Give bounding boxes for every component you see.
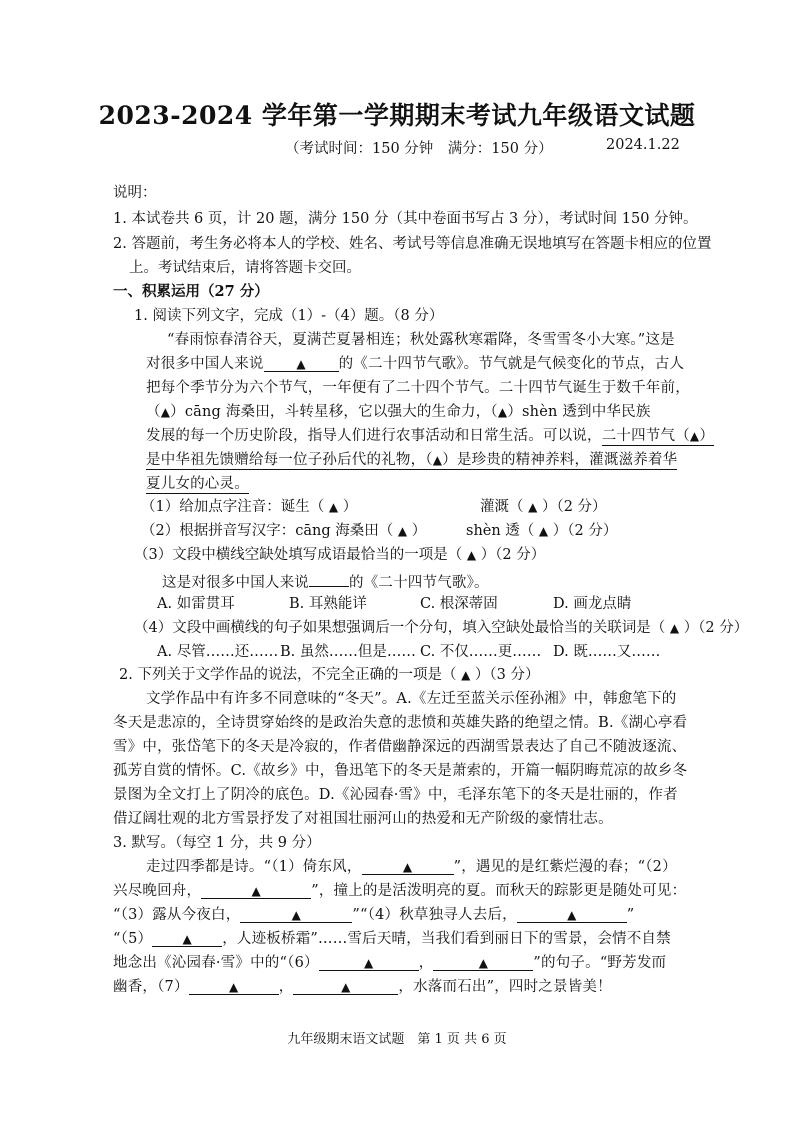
sub-text: ）（2 分） — [541, 499, 607, 515]
triangle-marker-icon: ▲ — [160, 405, 171, 419]
answer-blank[interactable] — [201, 881, 311, 899]
sub-text: 这是对很多中国人来说 — [162, 575, 309, 591]
triangle-marker-icon: ▲ — [497, 405, 508, 419]
sub-text: （3）文段中横线空缺处填写成语最恰当的一项是（ — [134, 547, 463, 563]
sub-text: “（3）露从今夜白， — [113, 907, 241, 923]
instruction-item-1: 1. 本试卷共 6 页，计 20 题，满分 150 分（其中卷面书写占 3 分），考试时间 150 分钟。 — [113, 211, 698, 227]
sub-text: （1）给加点字注音：诞生（ — [141, 499, 325, 515]
q1-sub3-sentence — [162, 569, 489, 593]
exam-date: 2024.1.22 — [606, 137, 680, 153]
q1-passage-line — [146, 354, 684, 374]
answer-blank[interactable] — [189, 977, 279, 995]
exam-title: 2023-2024 学年第一学期期末考试九年级语文试题 — [98, 101, 696, 130]
triangle-marker-icon: ▲ — [461, 668, 471, 682]
sub-text: 灌溉（ — [480, 499, 524, 515]
q1-passage-text: 对很多中国人来说 — [146, 356, 264, 372]
q1-passage-text: （ — [146, 404, 161, 420]
sub-text: ）（2 分） — [683, 620, 749, 636]
q1-sub1-right — [480, 497, 607, 517]
q1-sub1 — [141, 497, 357, 517]
q3-text-line — [113, 977, 612, 997]
sub-text: 2. 下列关于文学作品的说法，不完全正确的一项是（ — [119, 667, 457, 683]
answer-blank[interactable] — [517, 905, 627, 923]
q1-passage-text: ） — [699, 428, 715, 444]
instruction-item-2a: 2. 答题前，考生务必将本人的学校、姓名、考试号等信息准确无误地填写在答题卡相应的位置 — [113, 236, 712, 252]
q1-passage-text: 是中华祖先馈赠给每一位子孙后代的礼物，（ — [146, 452, 433, 468]
triangle-marker-icon: ▲ — [341, 980, 351, 994]
q1-passage-line — [146, 450, 677, 470]
option-a[interactable]: A. 尽管……还…… — [157, 644, 279, 660]
q1-passage-text: 二十四节气（ — [601, 428, 690, 444]
answer-blank[interactable] — [309, 569, 349, 587]
sub-text: “（5） — [113, 931, 153, 947]
sub-text: （4）文段中画横线的句子如果想强调后一个分句，填入空缺处最恰当的关联词是（ — [134, 620, 666, 636]
underlined-sentence — [146, 452, 677, 470]
sub-text: 地念出《沁园春·雪》中的“（6） — [113, 955, 319, 971]
answer-blank[interactable] — [433, 953, 533, 971]
q2-text-line: 冬天是悲凉的，全诗贯穿始终的是政治失意的悲愤和英雄失路的绝望之情。B.《湖心亭看 — [113, 715, 688, 731]
q1-passage-text: 发展的每一个历史阶段，指导人们进行农事活动和日常生活。可以说， — [146, 428, 602, 444]
q1-passage-line — [146, 402, 651, 422]
option-b[interactable]: B. 耳熟能详 — [289, 596, 367, 612]
triangle-marker-icon: ▲ — [528, 500, 538, 514]
sub-text: ”“（4）秋草独寻人去后， — [352, 907, 517, 923]
q1-sub3 — [134, 545, 545, 565]
sub-text: ，水落而石出”，四时之景皆美！ — [398, 979, 612, 995]
q1-passage-text: 的《二十四节气歌》。节气就是气候变化的节点，古人 — [338, 356, 685, 372]
answer-blank[interactable] — [319, 953, 419, 971]
option-c[interactable]: C. 不仅……更…… — [420, 644, 542, 660]
sub-text: ”的句子。“野芳发而 — [533, 955, 667, 971]
triangle-marker-icon: ▲ — [538, 524, 549, 538]
q1-passage-line — [146, 474, 249, 494]
option-c[interactable]: C. 根深蒂固 — [420, 596, 498, 612]
q2-text-line: 雪》中，张岱笔下的冬天是冷寂的，作者借幽静深远的西湖雪景表达了自己不随波逐流、 — [113, 739, 687, 755]
section-heading: 一、积累运用（27 分） — [113, 283, 269, 300]
triangle-marker-icon: ▲ — [296, 357, 306, 371]
q1-passage-text: ）是珍贵的精神养料，灌溉滋养着华 — [442, 452, 678, 468]
q1-passage-line: “春雨惊春清谷天，夏满芒夏暑相连；秋处露秋寒霜降，冬雪雪冬小大寒。”这是 — [167, 332, 675, 348]
exam-info: （考试时间：150 分钟 满分：150 分） — [285, 141, 553, 157]
answer-blank[interactable] — [152, 929, 222, 947]
q2-text-line: 文学作品中有许多不同意味的“冬天”。A.《左迁至蓝关示侄孙湘》中，韩愈笔下的 — [146, 691, 677, 707]
instructions-label: 说明： — [113, 185, 157, 201]
sub-text: ， — [418, 955, 434, 971]
page-footer: 九年级期末语文试题 第 1 页 共 6 页 — [287, 1032, 507, 1047]
triangle-marker-icon: ▲ — [402, 860, 413, 874]
q3-text-line — [113, 953, 666, 973]
triangle-marker-icon: ▲ — [328, 500, 339, 514]
q1-sub2-right — [466, 521, 617, 541]
q1-passage-text: ）cāng 海桑田，斗转星移，它以强大的生命力，（ — [170, 404, 498, 420]
triangle-marker-icon: ▲ — [397, 524, 408, 538]
underlined-sentence: 夏儿女的心灵。 — [146, 476, 249, 492]
q1-sub4 — [134, 618, 748, 638]
triangle-marker-icon: ▲ — [669, 621, 680, 635]
sub-text: ”，撞上的是活泼明亮的夏。而秋天的踪影更是随处可见： — [311, 883, 687, 899]
sub-text: ，人迹板桥霜”……雪后天晴，当我们看到丽日下的雪景，会情不自禁 — [222, 931, 671, 947]
q3-stem: 3. 默写。（每空 1 分，共 9 分） — [113, 835, 321, 851]
sub-text: ）（2 分） — [552, 523, 618, 539]
option-d[interactable]: D. 画龙点睛 — [553, 596, 632, 612]
triangle-marker-icon: ▲ — [466, 548, 477, 562]
q3-text-line — [146, 857, 677, 877]
sub-text: 的《二十四节气歌》。 — [349, 575, 489, 591]
sub-text: ”，遇见的是红紫烂漫的春；“（2） — [453, 859, 677, 875]
sub-text: ） — [411, 523, 427, 539]
q1-passage-line: 把每个季节分为六个节气，一年便有了二十四个节气。二十四节气诞生于数千年前， — [146, 380, 690, 396]
q1-passage-line — [146, 426, 714, 446]
q3-text-line — [113, 905, 634, 925]
sub-text: ” — [626, 907, 635, 923]
triangle-marker-icon: ▲ — [432, 453, 443, 467]
sub-text: 走过四季都是诗。“（1）倚东风， — [146, 859, 362, 875]
q1-sub2 — [141, 521, 426, 541]
q3-text-line — [113, 881, 686, 901]
q2-text-line: 借辽阔壮观的北方雪景抒发了对祖国壮丽河山的热爱和无产阶级的豪情壮志。 — [113, 811, 613, 827]
answer-blank[interactable] — [240, 905, 352, 923]
option-d[interactable]: D. 既……又…… — [553, 644, 661, 660]
answer-blank[interactable] — [264, 354, 339, 372]
q3-text-line — [113, 929, 671, 949]
option-b[interactable]: B. 虽然……但是…… — [280, 644, 416, 660]
sub-text: （2）根据拼音写汉字：cāng 海桑田（ — [141, 523, 394, 539]
triangle-marker-icon: ▲ — [291, 908, 302, 922]
q2-stem — [119, 665, 540, 685]
q1-stem: 1. 阅读下列文字，完成（1）-（4）题。（8 分） — [134, 308, 444, 324]
sub-text: 兴尽晚回舟， — [113, 883, 202, 899]
answer-blank[interactable] — [362, 857, 454, 875]
triangle-marker-icon: ▲ — [478, 956, 489, 970]
instruction-item-2b: 上。考试结束后，请将答题卡交回。 — [129, 260, 361, 276]
triangle-marker-icon: ▲ — [182, 932, 192, 946]
sub-text: ）（2 分） — [480, 547, 546, 563]
triangle-marker-icon: ▲ — [251, 884, 261, 898]
option-a[interactable]: A. 如雷贯耳 — [157, 596, 235, 612]
sub-text: ， — [278, 979, 294, 995]
triangle-marker-icon: ▲ — [689, 429, 700, 443]
q2-text-line: 景图为全文打上了阴冷的底色。D.《沁园春·雪》中，毛泽东笔下的冬天是壮丽的，作者 — [113, 787, 678, 803]
triangle-marker-icon: ▲ — [363, 956, 374, 970]
q2-text-line: 孤芳自赏的情怀。C.《故乡》中，鲁迅笔下的冬天是萧索的，开篇一幅阴晦荒凉的故乡冬 — [113, 763, 688, 779]
answer-blank[interactable] — [293, 977, 398, 995]
sub-text: ） — [342, 499, 358, 515]
underlined-sentence — [602, 428, 714, 446]
q1-passage-text: ）shèn 透到中华民族 — [507, 404, 651, 420]
sub-text: 幽香，（7） — [113, 979, 189, 995]
triangle-marker-icon: ▲ — [567, 908, 577, 922]
sub-text: shèn 透（ — [466, 523, 535, 539]
triangle-marker-icon: ▲ — [228, 980, 239, 994]
sub-text: ）（3 分） — [474, 667, 540, 683]
